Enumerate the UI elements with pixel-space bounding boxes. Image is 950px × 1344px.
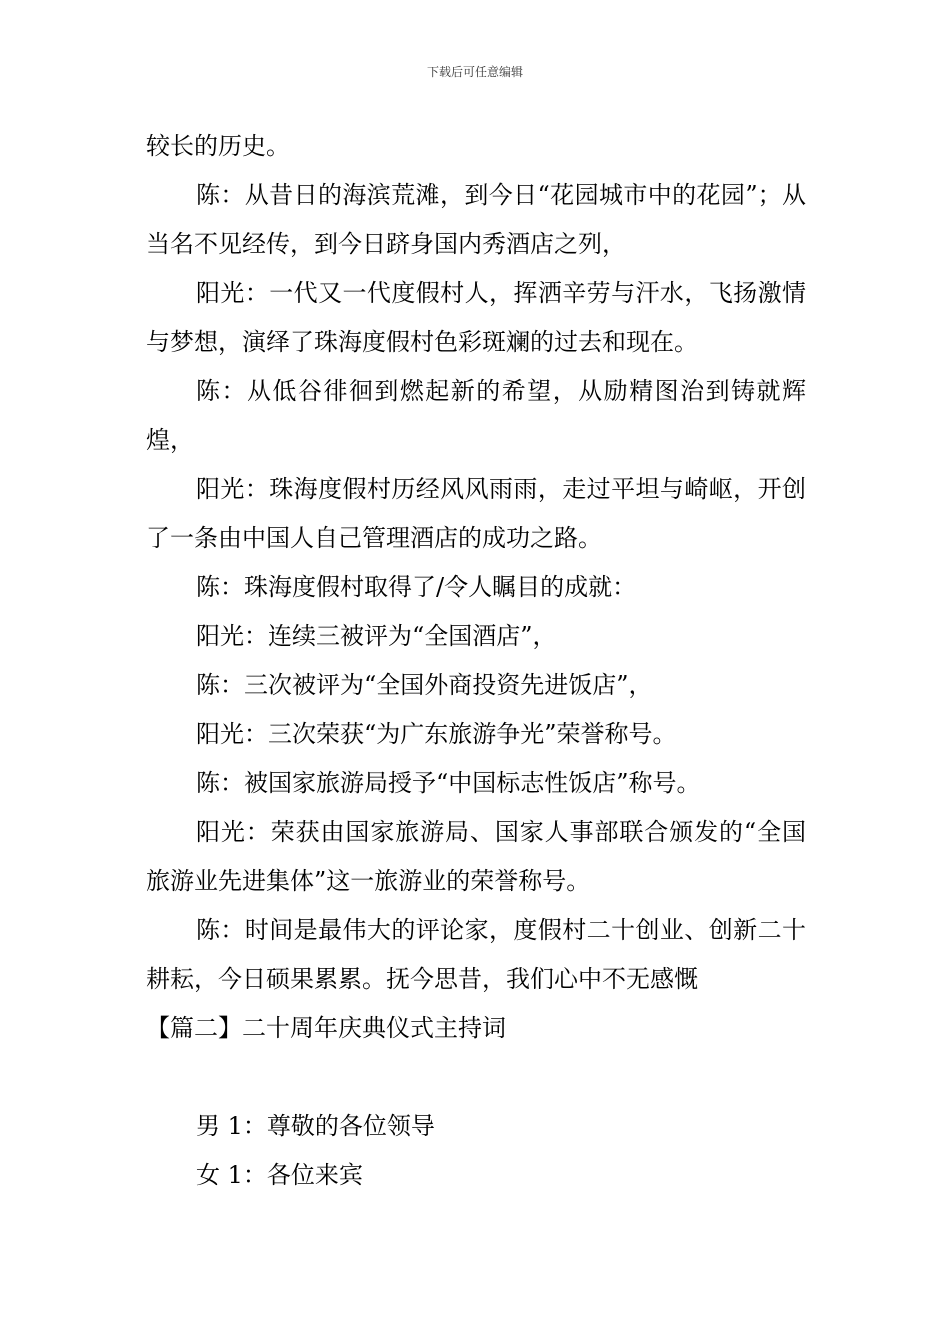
paragraph: 陈：从昔日的海滨荒滩，到今日“花园城市中的花园”；从当名不见经传，到今日跻身国内秀酒店之列， bbox=[146, 181, 806, 258]
paragraph: 阳光：珠海度假村历经风风雨雨，走过平坦与崎岖，开创了一条由中国人自己管理酒店的成功之路。 bbox=[146, 475, 806, 552]
blank-line bbox=[146, 1053, 806, 1102]
paragraph: 较长的历史。 bbox=[146, 132, 290, 160]
paragraph: 男 1：尊敬的各位领导 bbox=[196, 1112, 435, 1140]
paragraph: 陈：时间是最伟大的评论家，度假村二十创业、创新二十耕耘，今日硕果累累。抚今思昔，我们心中不无感慨 bbox=[146, 916, 806, 993]
document-body bbox=[146, 122, 806, 1200]
paragraph: 阳光：荣获由国家旅游局、国家人事部联合颁发的“全国旅游业先进集体”这一旅游业的荣誉称号。 bbox=[146, 818, 806, 895]
paragraph: 女 1：各位来宾 bbox=[196, 1161, 363, 1189]
paragraph: 阳光：三次荣获“为广东旅游争光”荣誉称号。 bbox=[196, 720, 677, 748]
paragraph: 陈：三次被评为“全国外商投资先进饭店”， bbox=[196, 671, 653, 699]
section-heading: 【篇二】二十周年庆典仪式主持词 bbox=[146, 1014, 506, 1042]
paragraph: 阳光：连续三被评为“全国酒店”， bbox=[196, 622, 557, 650]
paragraph: 陈：被国家旅游局授予“中国标志性饭店”称号。 bbox=[196, 769, 701, 797]
paragraph: 阳光：一代又一代度假村人，挥洒辛劳与汗水，飞扬激情与梦想，演绎了珠海度假村色彩斑斓的过去和现在。 bbox=[146, 279, 806, 356]
paragraph: 陈：珠海度假村取得了/令人瞩目的成就： bbox=[196, 573, 637, 601]
paragraph: 陈：从低谷徘徊到燃起新的希望，从励精图治到铸就辉煌， bbox=[146, 377, 806, 454]
page-header: 下载后可任意编辑 bbox=[426, 65, 523, 79]
